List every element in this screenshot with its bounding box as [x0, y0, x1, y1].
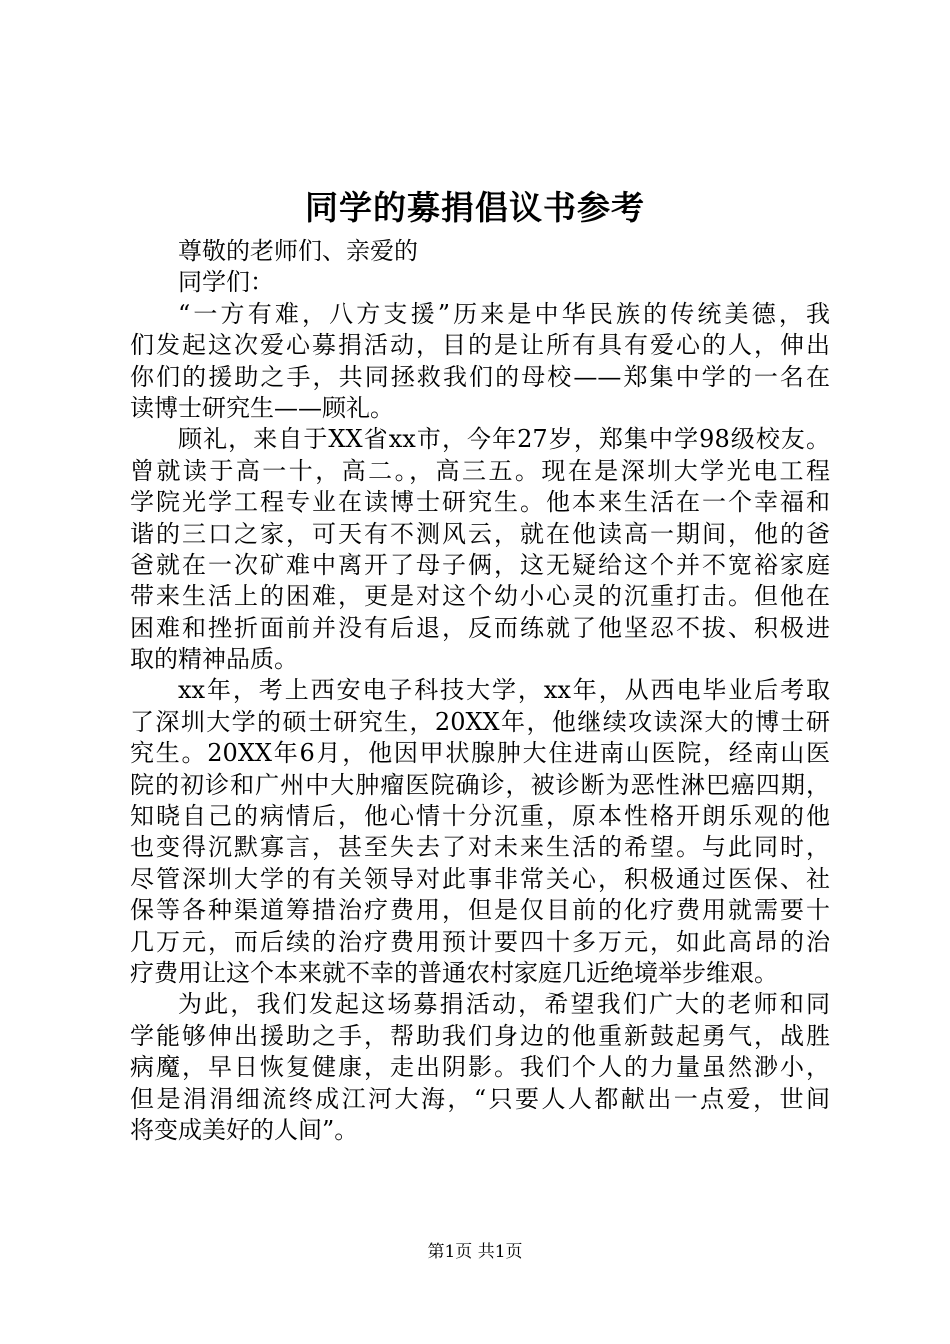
- document-title: 同学的募捐倡议书参考: [305, 188, 645, 227]
- paragraph-3-line: 也变得沉默寡言，甚至失去了对未来生活的希望。与此同时，: [130, 833, 830, 862]
- paragraph-3-line: 几万元，而后续的治疗费用预计要四十多万元，如此高昂的治: [130, 927, 830, 956]
- paragraph-3-line: 疗费用让这个本来就不幸的普通农村家庭几近绝境举步维艰。: [130, 958, 778, 987]
- salutation-line: 同学们：: [178, 268, 274, 297]
- paragraph-2-line: 谐的三口之家，可天有不测风云，就在他读高一期间，他的爸: [130, 519, 830, 548]
- paragraph-4-line: 但是涓涓细流终成江河大海，“只要人人都献出一点爱，世间: [130, 1084, 830, 1113]
- paragraph-3-line: 院的初诊和广州中大肿瘤医院确诊，被诊断为恶性淋巴癌四期，: [130, 770, 830, 799]
- paragraph-2-line: 曾就读于高一十，高二。，高三五。现在是深圳大学光电工程: [130, 456, 830, 485]
- paragraph-2-line: 取的精神品质。: [130, 645, 298, 674]
- paragraph-1-line: “一方有难，八方支援”历来是中华民族的传统美德，我: [178, 299, 830, 328]
- paragraph-4-line: 为此，我们发起这场募捐活动，希望我们广大的老师和同: [178, 990, 830, 1019]
- paragraph-4-line: 病魔，早日恢复健康，走出阴影。我们个人的力量虽然渺小，: [130, 1053, 830, 1082]
- paragraph-4-line: 将变成美好的人间”。: [130, 1115, 359, 1144]
- paragraph-3-line: 尽管深圳大学的有关领导对此事非常关心，积极通过医保、社: [130, 864, 830, 893]
- paragraph-2-line: 困难和挫折面前并没有后退，反而练就了他坚忍不拔、积极进: [130, 613, 830, 642]
- page-footer: 第1页 共1页: [427, 1242, 523, 1262]
- paragraph-1-line: 读博士研究生——顾礼。: [130, 393, 394, 422]
- paragraph-2-line: 爸就在一次矿难中离开了母子俩，这无疑给这个并不宽裕家庭: [130, 550, 830, 579]
- salutation-line: 尊敬的老师们、亲爱的: [178, 237, 418, 265]
- paragraph-3-line: xx年，考上西安电子科技大学，xx年，从西电毕业后考取: [178, 676, 830, 705]
- paragraph-3-line: 保等各种渠道筹措治疗费用，但是仅目前的化疗费用就需要十: [130, 896, 830, 925]
- paragraph-1-line: 你们的援助之手，共同拯救我们的母校——郑集中学的一名在: [130, 362, 830, 391]
- paragraph-1-line: 们发起这次爱心募捐活动，目的是让所有具有爱心的人，伸出: [130, 331, 830, 360]
- paragraph-2-line: 学院光学工程专业在读博士研究生。他本来生活在一个幸福和: [130, 488, 830, 517]
- paragraph-3-line: 知晓自己的病情后，他心情十分沉重，原本性格开朗乐观的他: [130, 802, 830, 831]
- paragraph-2-line: 带来生活上的困难，更是对这个幼小心灵的沉重打击。但他在: [130, 582, 830, 611]
- paragraph-3-line: 究生。20XX年6月，他因甲状腺肿大住进南山医院，经南山医: [130, 739, 830, 768]
- paragraph-3-line: 了深圳大学的硕士研究生，20XX年，他继续攻读深大的博士研: [130, 707, 830, 736]
- paragraph-4-line: 学能够伸出援助之手，帮助我们身边的他重新鼓起勇气，战胜: [130, 1021, 830, 1050]
- paragraph-2-line: 顾礼，来自于XX省xx市，今年27岁，郑集中学98级校友。: [178, 425, 830, 454]
- document-body: [130, 236, 830, 1146]
